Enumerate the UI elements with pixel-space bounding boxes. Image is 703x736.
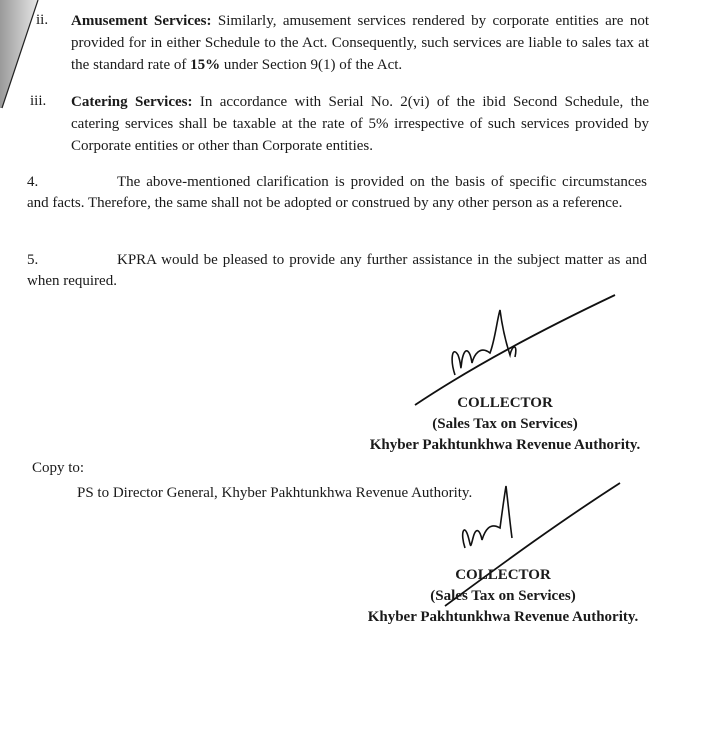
item-text: In accordance with Serial No. 2(vi) of the ibid Second Schedule, the catering services shall be taxable at the rate of 5% irrespective of such services provided by Corporate entities or other than Corporate entities.: [71, 94, 649, 154]
paragraph-4: [27, 172, 647, 214]
signatory-organization: Khyber Pakhtunkhwa Revenue Authority.: [367, 609, 639, 625]
signatory-organization: Khyber Pakhtunkhwa Revenue Authority.: [369, 437, 641, 453]
item-text: Similarly, amusement services rendered by corporate entities are not provided for in either Schedule to the Act. Consequently, such services are liable to sales tax at the standard rate of: [71, 13, 649, 73]
item-number: iii.: [30, 93, 47, 109]
item-text: under Section 9(1) of the Act.: [220, 57, 403, 73]
signature-block-2: [358, 565, 648, 628]
paragraph-number: 5.: [27, 252, 39, 268]
paragraph-text: The above-mentioned clarification is provided on the basis of specific circumstances and facts. Therefore, the same shall not be adopted or construed by any other person as a reference.: [27, 174, 647, 211]
copy-to-label: Copy to:: [32, 460, 85, 476]
tax-rate: 15%: [190, 57, 221, 73]
signatory-department: (Sales Tax on Services): [430, 588, 576, 604]
signatory-title: COLLECTOR: [455, 567, 551, 583]
signature-1: [400, 285, 630, 410]
copy-to-recipient: PS to Director General, Khyber Pakhtunkhwa Revenue Authority.: [77, 485, 473, 501]
item-number: ii.: [36, 12, 49, 28]
item-catering-services: [71, 91, 649, 157]
item-amusement-services: [71, 10, 649, 76]
item-heading: Amusement Services:: [71, 13, 212, 29]
item-heading: Catering Services:: [71, 94, 193, 110]
signature-block-1: [360, 393, 650, 456]
paragraph-number: 4.: [27, 174, 39, 190]
signatory-department: (Sales Tax on Services): [432, 416, 578, 432]
paragraph-text: KPRA would be pleased to provide any further assistance in the subject matter as and when required.: [27, 252, 647, 289]
signatory-title: COLLECTOR: [457, 395, 553, 411]
